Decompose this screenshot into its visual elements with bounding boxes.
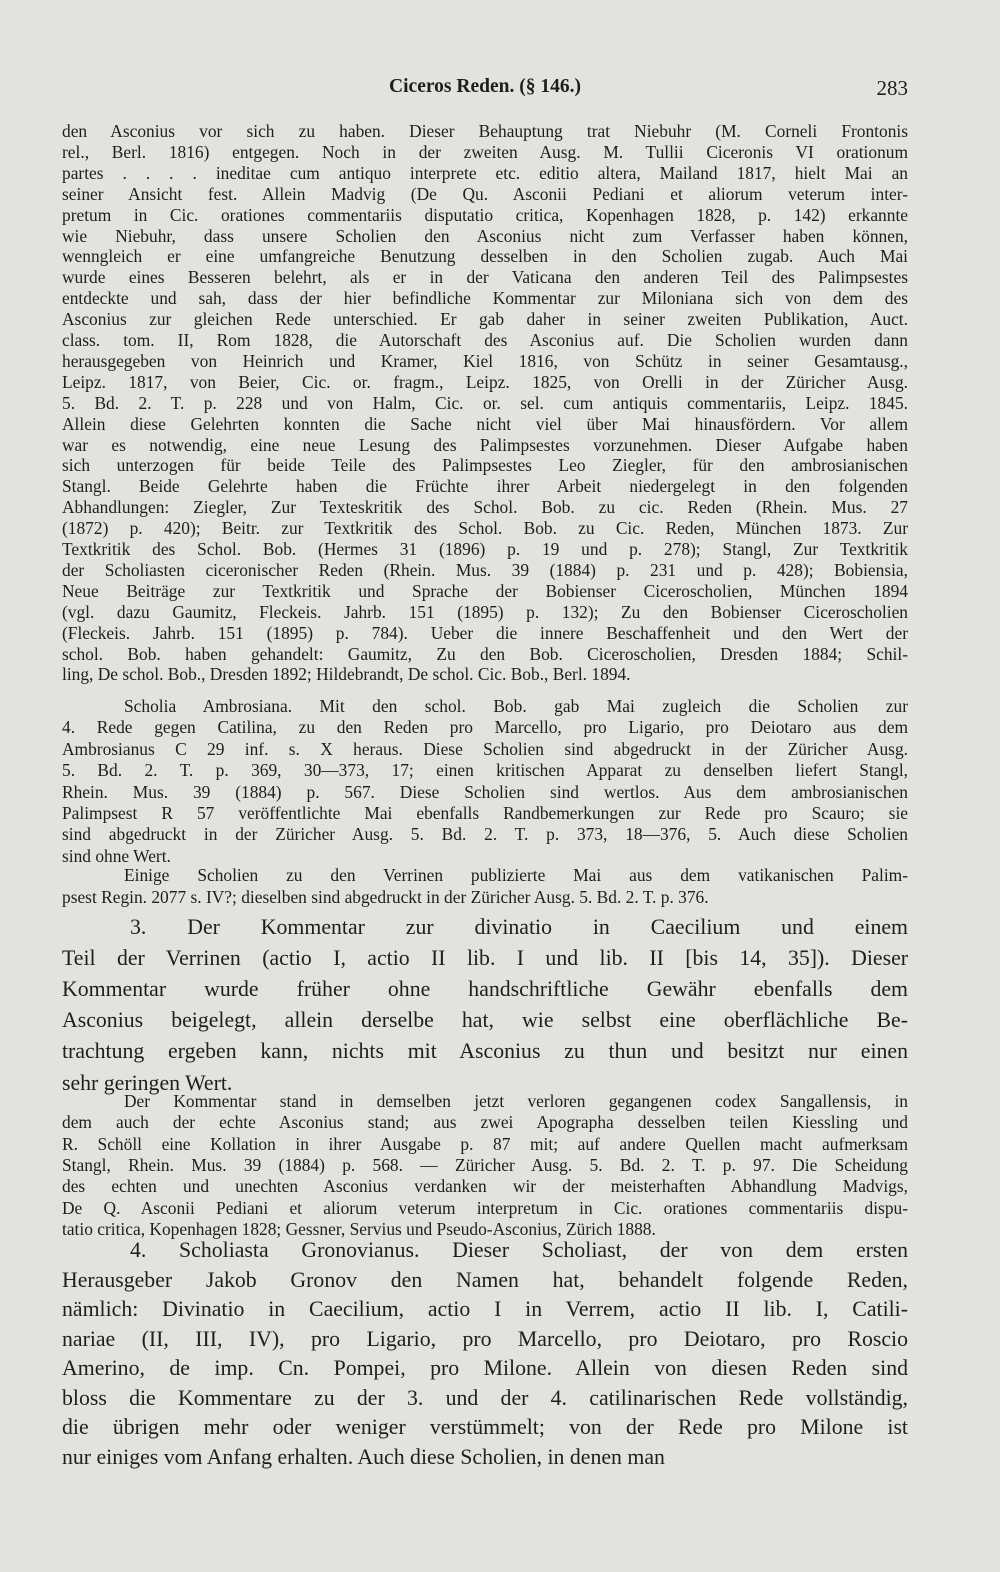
section4-line: nämlich: Divinatio in Caecilium, actio I in Verrem, actio II lib. I, Catili- (62, 1297, 908, 1321)
block2-line: 5. Bd. 2. T. p. 369, 30—373, 17; einen kritischen Apparat zu denselben liefert Stangl, (62, 760, 908, 781)
section3-line: trachtung ergeben kann, nichts mit Asconius zu thun und besitzt nur einen (62, 1039, 908, 1064)
block1-line: (vgl. dazu Gaumitz, Fleckeis. Jahrb. 151 (1895) p. 132); Zu den Bobienser Ciceroscholien (62, 601, 908, 622)
block3-line: psest Regin. 2077 s. IV?; dieselben sind abgedruckt in der Züricher Ausg. 5. Bd. 2. T. p. 376. (62, 886, 709, 907)
block1-line: Leipz. 1817, von Beier, Cic. or. fragm., Leipz. 1825, von Orelli in der Züricher Ausg. (62, 371, 908, 392)
page-number: 283 (876, 76, 908, 100)
block1-line: Allein diese Gelehrten konnten die Sache nicht viel über Mai hinausfördern. Vor allem (62, 413, 908, 434)
block1-line: partes . . . . ineditae cum antiquo interprete etc. editio altera, Mailand 1817, hielt Mai an (62, 162, 908, 183)
block2-line: Ambrosianus C 29 inf. s. X heraus. Diese Scholien sind abgedruckt in der Züricher Ausg. (62, 738, 908, 759)
section3-line: Teil der Verrinen (actio I, actio II lib. I und lib. II [bis 14, 35]). Dieser (62, 946, 908, 971)
block4-line: R. Schöll eine Kollation in ihrer Ausgabe p. 87 mit; auf andere Quellen macht aufmerksam (62, 1133, 908, 1154)
block1-line: pretum in Cic. orationes commentariis disputatio critica, Kopenhagen 1828, p. 142) erkannte (62, 204, 908, 225)
block1-line: sich unterzogen für beide Teile des Palimpsestes Leo Ziegler, für den ambrosianischen (62, 455, 908, 476)
block1-line: Neue Beiträge zur Textkritik und Sprache der Bobienser Ciceroscholien, München 1894 (62, 580, 908, 601)
block4-line: De Q. Asconii Pediani et aliorum veterum interpretum in Cic. orationes commentariis dispu- (62, 1197, 908, 1218)
section3-line: Asconius beigelegt, allein derselbe hat, wie selbst eine oberflächliche Be- (62, 1008, 908, 1033)
block1-line: ling, De schol. Bob., Dresden 1892; Hildebrandt, De schol. Cic. Bob., Berl. 1894. (62, 664, 631, 685)
section3-line: Kommentar wurde früher ohne handschriftliche Gewähr ebenfalls dem (62, 977, 908, 1002)
block1-line: Asconius zur gleichen Rede unterschied. Er gab daher in seiner zweiten Publikation, Auct. (62, 309, 908, 330)
block2-line: Scholia Ambrosiana. Mit den schol. Bob. gab Mai zugleich die Scholien zur (124, 696, 908, 716)
block1-line: seiner Ansicht fest. Allein Madvig (De Qu. Asconii Pediani et aliorum veterum inter- (62, 183, 908, 204)
block1-line: wenngleich er eine umfangreiche Benutzung desselben in den Scholien zugab. Auch Mai (62, 246, 908, 267)
section4-line: nariae (II, III, IV), pro Ligario, pro Marcello, pro Deiotaro, pro Roscio (62, 1326, 908, 1351)
section4-line: 4. Scholiasta Gronovianus. Dieser Scholiast, der von dem ersten (130, 1238, 908, 1262)
section4-line: bloss die Kommentare zu der 3. und der 4. catilinarischen Rede vollständig, (62, 1385, 908, 1410)
block4-line: dem auch der echte Asconius stand; aus zwei Apographa desselben teilen Kiessling und (62, 1112, 908, 1133)
block2-line: sind ohne Wert. (62, 845, 171, 866)
block1-line: den Asconius vor sich zu haben. Dieser Behauptung trat Niebuhr (M. Corneli Frontonis (62, 121, 908, 141)
block2-line: Rhein. Mus. 39 (1884) p. 567. Diese Scholien sind wertlos. Aus dem ambrosianischen (62, 781, 908, 802)
running-header (62, 76, 908, 104)
block1-line: entdeckte und sah, dass der hier befindliche Kommentar zur Miloniana sich von dem des (62, 288, 908, 309)
section3-line: 3. Der Kommentar zur divinatio in Caecilium und einem (130, 915, 908, 939)
block4-line: tatio critica, Kopenhagen 1828; Gessner, Servius und Pseudo-Asconius, Zürich 1888. (62, 1218, 656, 1239)
block4-line: Der Kommentar stand in demselben jetzt verloren gegangenen codex Sangallensis, in (124, 1091, 908, 1111)
block2-line: sind abgedruckt in der Züricher Ausg. 5. Bd. 2. T. p. 373, 18—376, 5. Auch diese Scholien (62, 824, 908, 845)
block3-line: Einige Scholien zu den Verrinen publizierte Mai aus dem vatikanischen Palim- (124, 865, 908, 885)
block4-line: des echten und unechten Asconius verdanken wir der meisterhaften Abhandlung Madvigs, (62, 1176, 908, 1197)
block1-line: Abhandlungen: Ziegler, Zur Texteskritik des Schol. Bob. zu cic. Reden (Rhein. Mus. 27 (62, 497, 908, 518)
block1-line: der Scholiasten ciceronischer Reden (Rhein. Mus. 39 (1884) p. 231 und p. 428); Bobiensia, (62, 559, 908, 580)
section4-line: die übrigen mehr oder weniger verstümmelt; von der Rede pro Milone ist (62, 1415, 908, 1439)
block2-line: 4. Rede gegen Catilina, zu den Reden pro Marcello, pro Ligario, pro Deiotaro aus dem (62, 717, 908, 738)
block1-line: herausgegeben von Heinrich und Kramer, Kiel 1816, von Schütz in seiner Gesamtausg., (62, 350, 908, 371)
block1-line: schol. Bob. haben gehandelt: Gaumitz, Zu den Bob. Ciceroscholien, Dresden 1884; Schil- (62, 643, 908, 664)
block1-line: wurde eines Besseren belehrt, als er in der Vaticana den anderen Teil des Palimpsestes (62, 267, 908, 288)
section4-line: Herausgeber Jakob Gronov den Namen hat, behandelt folgende Reden, (62, 1267, 908, 1292)
block1-line: 5. Bd. 2. T. p. 228 und von Halm, Cic. or. sel. cum antiquis commentariis, Leipz. 1845. (62, 392, 908, 413)
block1-line: wie Niebuhr, dass unsere Scholien den Asconius nicht zum Verfasser haben können, (62, 225, 908, 246)
block1-line: rel., Berl. 1816) entgegen. Noch in der zweiten Ausg. M. Tullii Ciceronis VI orationum (62, 141, 908, 162)
section3-line: sehr geringen Wert. (62, 1070, 233, 1095)
block1-line: (1872) p. 420); Beitr. zur Textkritik des Schol. Bob. zu Cic. Reden, München 1873. Zur (62, 518, 908, 539)
block1-line: Stangl. Beide Gelehrte haben die Früchte ihrer Arbeit niedergelegt in den folgenden (62, 476, 908, 497)
page-title: Ciceros Reden. (§ 146.) (389, 76, 581, 97)
block1-line: war es notwendig, eine neue Lesung des Palimpsestes vorzunehmen. Dieser Aufgabe haben (62, 434, 908, 455)
block1-line: class. tom. II, Rom 1828, die Autorschaft des Asconius auf. Die Scholien wurden dann (62, 330, 908, 350)
section4-line: nur einiges vom Anfang erhalten. Auch diese Scholien, in denen man (62, 1444, 665, 1469)
block1-line: Textkritik des Schol. Bob. (Hermes 31 (1896) p. 19 und p. 278); Stangl, Zur Textkritik (62, 539, 908, 559)
block4-line: Stangl, Rhein. Mus. 39 (1884) p. 568. — Züricher Ausg. 5. Bd. 2. T. p. 97. Die Scheidung (62, 1154, 908, 1175)
section4-line: Amerino, de imp. Cn. Pompei, pro Milone. Allein von diesen Reden sind (62, 1356, 908, 1380)
block2-line: Palimpsest R 57 veröffentlichte Mai ebenfalls Randbemerkungen zur Rede pro Scauro; sie (62, 803, 908, 823)
block1-line: (Fleckeis. Jahrb. 151 (1895) p. 784). Ueber die innere Beschaffenheit und den Wert der (62, 622, 908, 643)
